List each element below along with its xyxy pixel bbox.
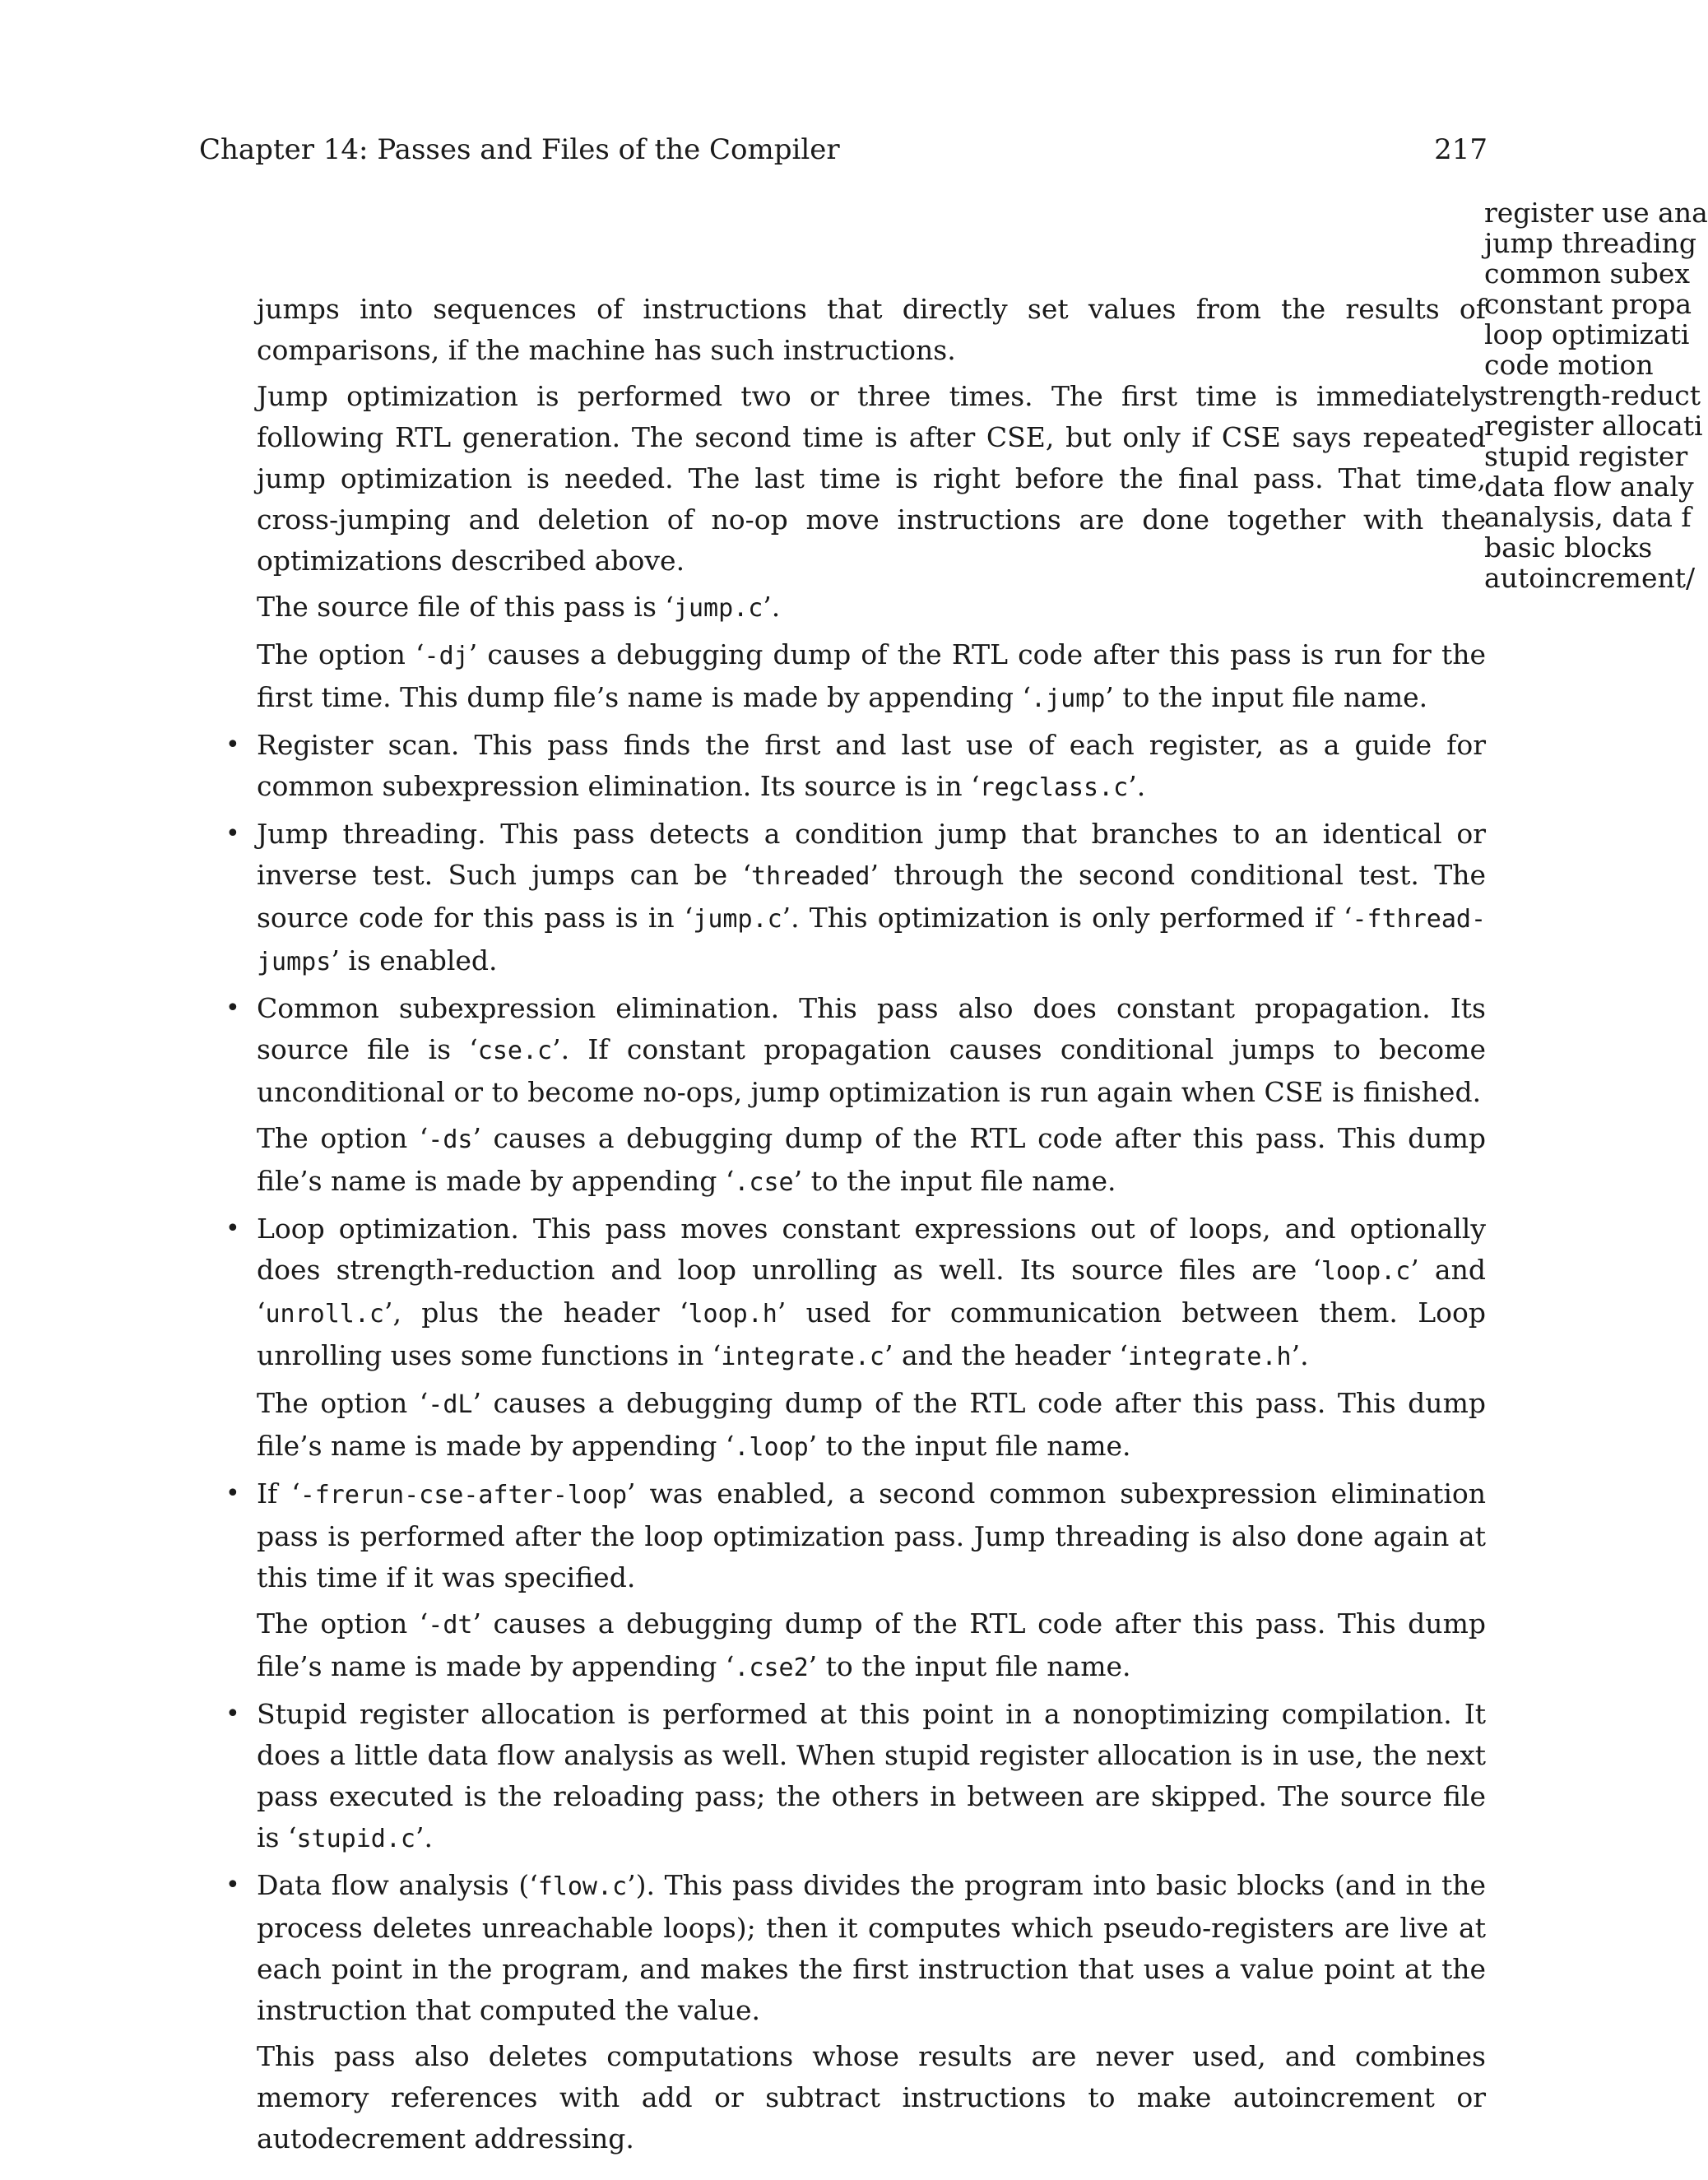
bullet-item: • Loop optimization. This pass moves constant expressions out of loops, and optionally does strength-reduction and loop unrolling as well. Its source files are ‘loop.c’ and ‘unroll.c’, plus the header ‘loop.h’ used for communication between them. Loop unrolling uses some functions in ‘integrate.c’ and the header ‘integrate.h’.	[257, 1208, 1486, 1378]
inline-code: .cse2	[734, 1654, 809, 1682]
margin-index-entry: data flow analy	[1484, 471, 1694, 503]
margin-index-entry: basic blocks	[1484, 531, 1653, 564]
margin-index-entry: constant propa	[1484, 288, 1692, 320]
paragraph: The option ‘-ds’ causes a debugging dump of the RTL code after this pass. This dump file’s name is made by appending ‘.cse’ to the input file name.	[257, 1122, 1486, 1197]
inline-code: loop.h	[688, 1300, 777, 1329]
margin-index-entry: register use ana	[1484, 197, 1708, 229]
paragraph: The option ‘-dL’ causes a debugging dump of the RTL code after this pass. This dump file’s name is made by appending ‘.loop’ to the input file name.	[257, 1387, 1486, 1462]
inline-code: integrate.c	[721, 1343, 884, 1371]
inline-code: stupid.c	[296, 1825, 415, 1853]
margin-index-entry: analysis, data f	[1484, 501, 1692, 533]
paragraph: The source file of this pass is ‘jump.c’.	[257, 591, 781, 623]
margin-index-entry: common subex	[1484, 257, 1690, 290]
inline-code: integrate.h	[1127, 1343, 1292, 1371]
inline-code: .loop	[734, 1433, 809, 1462]
margin-index-entry: strength-reduct	[1484, 379, 1701, 411]
paragraph: Jump optimization is performed two or three times. The first time is immediately following RTL generation. The second time is after CSE, but only if CSE says repeated jump optimization is needed. The last time is right before the final pass. That time, cross-jumping and deletion of no-op move instructions are done together with the optimizations described above.	[257, 380, 1486, 577]
margin-index-entry: register allocati	[1484, 410, 1703, 442]
chapter-title: Chapter 14: Passes and Files of the Compiler	[199, 133, 840, 166]
inline-code: -ds	[428, 1125, 473, 1154]
margin-index-entry: stupid register	[1484, 440, 1688, 472]
inline-code: threaded	[750, 862, 870, 891]
inline-code: .cse	[734, 1168, 794, 1197]
inline-code: -dj	[424, 642, 469, 670]
inline-code: -fthread-jumps	[257, 905, 1487, 976]
body-text	[257, 289, 1486, 2164]
inline-code: .jump	[1030, 684, 1106, 713]
inline-code: -frerun-cse-after-loop	[299, 1481, 628, 1510]
inline-code: cse.c	[477, 1037, 553, 1065]
bullet-item: • Jump threading. This pass detects a condition jump that branches to an identical or inverse test. Such jumps can be ‘threaded’ through the second conditional test. The source code for this pass is in ‘jump.c’. This optimization is only performed if ‘-fthread-jumps’ is enabled.	[257, 814, 1486, 983]
inline-code: jump.c	[673, 594, 763, 623]
paragraph: This pass also deletes computations whose results are never used, and combines memory references with add or subtract instructions to make autoincrement or autodecrement addressing.	[257, 2040, 1486, 2154]
bullet-item: • Stupid register allocation is performed at this point in a nonoptimizing compilation. It does a little data flow analysis as well. When stupid register allocation is in use, the next pass executed is the reloading pass; the others in between are skipped. The source file is ‘stupid.c’.	[257, 1694, 1486, 1860]
margin-index-entry: jump threading	[1484, 227, 1696, 259]
inline-code: unroll.c	[265, 1300, 384, 1329]
page-header	[199, 133, 1488, 166]
margin-index-entry: code motion	[1484, 349, 1654, 381]
paragraph: The option ‘-dj’ causes a debugging dump of the RTL code after this pass is run for the first time. This dump file’s name is made by appending ‘.jump’ to the input file name.	[257, 638, 1486, 713]
inline-code: -dt	[428, 1611, 473, 1640]
margin-index-entry: loop optimizati	[1484, 318, 1690, 350]
inline-code: loop.c	[1320, 1257, 1411, 1286]
margin-index-entry: autoincrement/	[1484, 562, 1696, 594]
inline-code: jump.c	[693, 905, 782, 934]
inline-code: -dL	[428, 1390, 473, 1419]
page-number: 217	[1434, 133, 1488, 166]
bullet-item: • If ‘-frerun-cse-after-loop’ was enabled, a second common subexpression elimination pass is performed after the loop optimization pass. Jump threading is also done again at this time if it was specified.	[257, 1473, 1486, 1598]
paragraph: The option ‘-dt’ causes a debugging dump of the RTL code after this pass. This dump file’s name is made by appending ‘.cse2’ to the input file name.	[257, 1607, 1486, 1682]
inline-code: flow.c	[537, 1872, 628, 1901]
margin-index-list	[1484, 197, 1708, 594]
inline-code: regclass.c	[979, 773, 1129, 802]
bullet-item: • Register scan. This pass finds the first and last use of each register, as a guide for common subexpression elimination. Its source is in ‘regclass.c’.	[257, 725, 1486, 809]
bullet-item: • Data flow analysis (‘flow.c’). This pass divides the program into basic blocks (and in the process deletes unreachable loops); then it computes which pseudo-registers are live at each point in the program, and makes the first instruction that uses a value point at the instruction that computed the value.	[257, 1865, 1486, 2031]
bullet-item: • Common subexpression elimination. This pass also does constant propagation. Its source file is ‘cse.c’. If constant propagation causes conditional jumps to become unconditional or to become no-ops, jump optimization is run again when CSE is finished.	[257, 988, 1486, 1113]
paragraph: jumps into sequences of instructions that directly set values from the results of comparisons, if the machine has such instructions.	[257, 293, 1486, 366]
